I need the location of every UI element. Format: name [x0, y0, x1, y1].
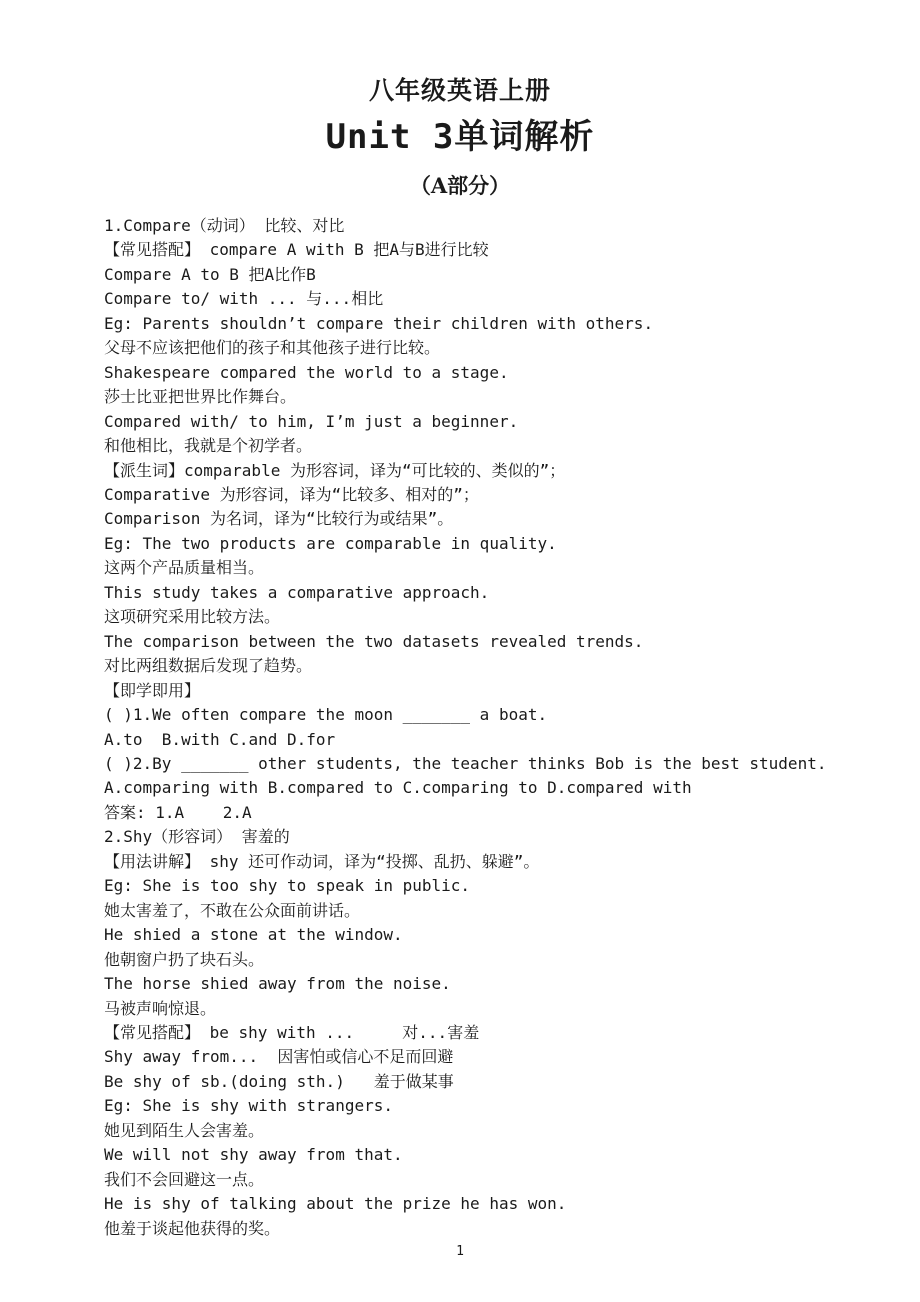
text-line: 父母不应该把他们的孩子和其他孩子进行比较。	[104, 338, 441, 358]
text-line: This study takes a comparative approach.	[104, 582, 490, 602]
text-line: 对比两组数据后发现了趋势。	[104, 656, 313, 676]
text-line: 他朝窗户扔了块石头。	[104, 949, 265, 969]
text-line: A.comparing with B.compared to C.comparing to D.compared with	[104, 778, 692, 798]
text-line: 【用法讲解】 shy 还可作动词，译为“投掷、乱扔、躲避”。	[104, 851, 540, 871]
text-line: He is shy of talking about the prize he has won.	[104, 1194, 567, 1214]
text-line: He shied a stone at the window.	[104, 925, 403, 945]
text-line: Compared with/ to him, I’m just a beginner.	[104, 411, 519, 431]
text-line: 【派生词】comparable 为形容词，译为“可比较的、类似的”；	[104, 460, 566, 480]
text-line: 2.Shy（形容词） 害羞的	[104, 827, 290, 847]
text-line: 这两个产品质量相当。	[104, 558, 265, 578]
text-line: ( )1.We often compare the moon _______ a boat.	[104, 705, 548, 725]
text-line: Compare A to B 把A比作B	[104, 264, 316, 284]
text-line: Eg: She is shy with strangers.	[104, 1096, 393, 1116]
text-line: 和他相比，我就是个初学者。	[104, 436, 313, 456]
text-line: A.to B.with C.and D.for	[104, 729, 336, 749]
part-label: （A部分）	[409, 173, 511, 198]
page-number: 1	[456, 1244, 464, 1259]
text-line: The horse shied away from the noise.	[104, 974, 451, 994]
text-line: Compare to/ with ... 与...相比	[104, 289, 384, 309]
text-line: We will not shy away from that.	[104, 1145, 403, 1165]
text-line: Eg: Parents shouldn’t compare their children with others.	[104, 313, 654, 333]
text-line: 1.Compare（动词） 比较、对比	[104, 216, 345, 235]
text-line: 他羞于谈起他获得的奖。	[104, 1218, 281, 1238]
text-line: 答案: 1.A 2.A	[104, 802, 252, 822]
text-line: ( )2.By _______ other students, the teacher thinks Bob is the best student.	[104, 753, 827, 773]
text-line: 【即学即用】	[104, 680, 201, 700]
text-line: Comparative 为形容词，译为“比较多、相对的”；	[104, 484, 479, 504]
text-line: Be shy of sb.(doing sth.) 羞于做某事	[104, 1071, 454, 1091]
text-line: 她见到陌生人会害羞。	[104, 1120, 265, 1140]
course-title: 八年级英语上册	[368, 76, 551, 105]
text-line: 莎士比亚把世界比作舞台。	[104, 387, 297, 407]
text-line: 这项研究采用比较方法。	[104, 607, 281, 627]
text-line: The comparison between the two datasets revealed trends.	[104, 631, 644, 651]
text-line: 【常见搭配】 be shy with ... 对...害羞	[104, 1022, 480, 1042]
document-body	[104, 214, 884, 1241]
text-line: Comparison 为名词，译为“比较行为或结果”。	[104, 509, 454, 529]
text-line: 我们不会回避这一点。	[104, 1169, 265, 1189]
text-line: 她太害羞了，不敢在公众面前讲话。	[104, 900, 361, 920]
text-line: Eg: She is too shy to speak in public.	[104, 876, 471, 896]
page-title: Unit 3单词解析	[325, 117, 595, 157]
text-line: Eg: The two products are comparable in quality.	[104, 533, 557, 553]
text-line: Shakespeare compared the world to a stage.	[104, 362, 509, 382]
text-line: Shy away from... 因害怕或信心不足而回避	[104, 1047, 454, 1067]
text-line: 【常见搭配】 compare A with B 把A与B进行比较	[104, 240, 489, 260]
text-line: 马被声响惊退。	[104, 998, 217, 1018]
